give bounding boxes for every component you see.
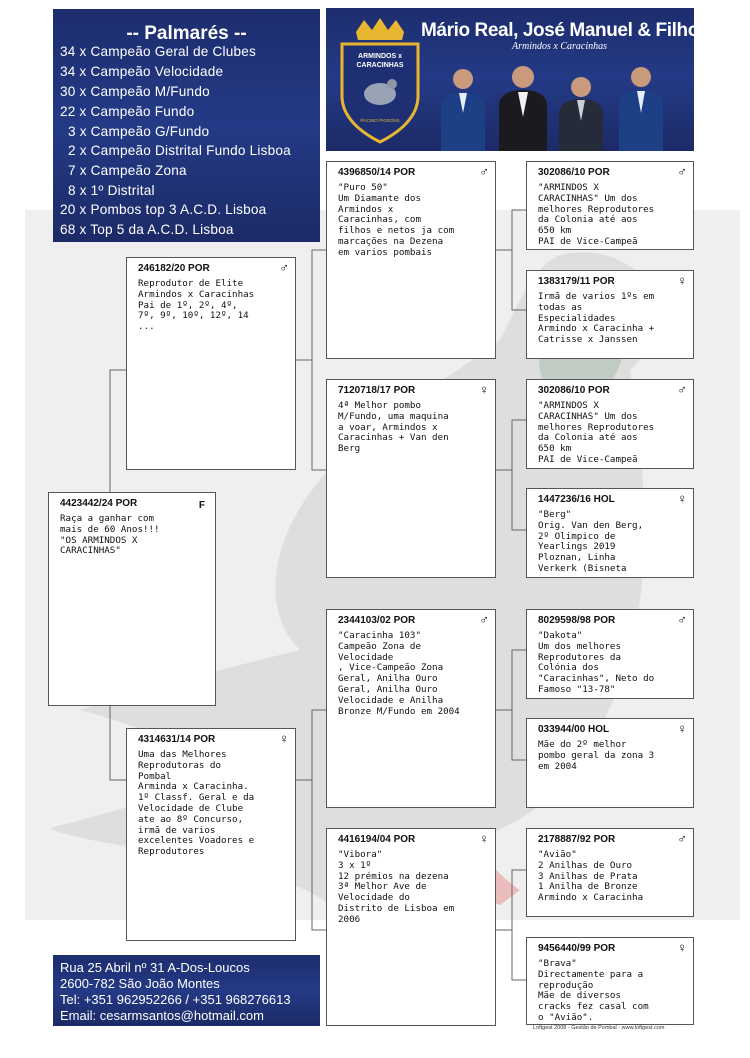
bird-description: Mãe do 2º melhor pombo geral da zona 3 em 2004	[538, 739, 655, 772]
palmares-item: 30 x Campeão M/Fundo	[60, 84, 210, 99]
person-4	[619, 67, 663, 151]
palmares-item: 3 x Campeão G/Fundo	[60, 124, 210, 139]
breeder-name: Mário Real, José Manuel & Filhos	[421, 20, 710, 41]
female-icon: ♀	[677, 273, 687, 288]
ring-number: 4314631/14 POR	[138, 734, 216, 745]
logo-text-line-3: RACING PIGEONS	[360, 118, 400, 123]
bird-description: 4ª Melhor pombo M/Fundo, uma maquina a voar, Armindos x Caracinhas + Van den Berg	[338, 400, 449, 455]
bird-description: "Dakota" Um dos melhores Reprodutores da Colónia dos "Caracinhas", Neto do Famoso "13-78"	[538, 630, 655, 695]
pedigree-box-ggp-3	[526, 379, 694, 469]
contact-postcode: 2600-782 São João Montes	[60, 976, 220, 991]
person-1	[441, 69, 485, 151]
ring-number: 4396850/14 POR	[338, 167, 416, 178]
bird-description: "Berg" Orig. Van den Berg, 2º Olimpico de Yearlings 2019 Ploznan, Linha Verkerk (Bisneta	[538, 509, 644, 574]
ring-number: 246182/20 POR	[138, 263, 210, 274]
logo-text-line-1: ARMINDOS x	[358, 53, 402, 60]
person-3	[559, 77, 603, 151]
bird-description: "ARMINDOS X CARACINHAS" Um dos melhores Reprodutores da Colonia até aos 650 km PAI de Vice-Campeã	[538, 182, 655, 247]
bird-description: Raça a ganhar com mais de 60 Anos!!! "OS ARMINDOS X CARACINHAS"	[60, 513, 160, 557]
male-icon: ♂	[677, 382, 687, 397]
bird-description: "Puro 50" Um Diamante dos Armindos x Caracinhas, com filhos e netos ja com marcações na Dezena em varios pombais	[338, 182, 455, 258]
male-icon: ♂	[479, 612, 489, 627]
breeder-subtitle: Armindos x Caracinhas	[512, 41, 607, 52]
bird-description: "Brava" Directamente para a reprodução Mãe de diversos cracks fez casal com o "Avião".	[538, 958, 649, 1023]
pedigree-box-ggp-4	[526, 488, 694, 578]
sex-label: F	[198, 500, 205, 511]
palmares-item: 22 x Campeão Fundo	[60, 104, 195, 119]
software-credit: Loftgest 2008 - Gestão de Pombal - www.loftgest.com	[533, 1025, 665, 1031]
palmares-item: 68 x Top 5 da A.C.D. Lisboa	[60, 222, 234, 237]
bird-description: "ARMINDOS X CARACINHAS" Um dos melhores Reprodutores da Colonia até aos 650 km PAI de Vice-Campeã	[538, 400, 655, 465]
palmares-item: 8 x 1º Distrital	[60, 183, 155, 198]
female-icon: ♀	[677, 721, 687, 736]
male-icon: ♂	[677, 612, 687, 627]
female-icon: ♀	[479, 831, 489, 846]
pedigree-box-dam	[126, 728, 296, 941]
palmares-item: 20 x Pombos top 3 A.C.D. Lisboa	[60, 202, 267, 217]
ring-number: 1447236/16 HOL	[538, 494, 615, 505]
logo-pigeon-head	[387, 79, 397, 89]
logo-crown	[356, 18, 404, 40]
ring-number: 4416194/04 POR	[338, 834, 416, 845]
female-icon: ♀	[677, 940, 687, 955]
palmares-item: 7 x Campeão Zona	[60, 163, 187, 178]
family-photo	[429, 61, 691, 151]
female-icon: ♀	[479, 382, 489, 397]
ring-number: 302086/10 POR	[538, 385, 610, 396]
pedigree-box-ggp-5	[526, 609, 694, 699]
bird-description: "Vibora" 3 x 1º 12 prémios na dezena 3ª Melhor Ave de Velocidade do Distrito de Lisboa em 2006	[338, 849, 455, 925]
pedigree-box-sire	[126, 257, 296, 470]
person-2	[499, 66, 547, 151]
male-icon: ♂	[677, 164, 687, 179]
palmares-panel	[53, 9, 320, 242]
pedigree-box-grandsire-maternal	[326, 609, 496, 808]
pedigree-box-ggp-8	[526, 937, 694, 1025]
palmares-title: -- Palmarés --	[126, 23, 247, 44]
palmares-item: 34 x Campeão Velocidade	[60, 64, 224, 79]
palmares-item: 2 x Campeão Distrital Fundo Lisboa	[60, 143, 291, 158]
female-icon: ♀	[677, 491, 687, 506]
pedigree-box-grandsire-paternal	[326, 161, 496, 359]
ring-number: 2344103/02 POR	[338, 615, 416, 626]
palmares-item: 34 x Campeão Geral de Clubes	[60, 44, 257, 59]
bird-description: "Caracinha 103" Campeão Zona de Velocidade , Vice-Campeão Zona Geral, Anilha Ouro Geral, Anilha Ouro Velocidade e Anilha Bronze M/Fundo em 2004	[338, 630, 460, 717]
ring-number: 033944/00 HOL	[538, 724, 610, 735]
ring-number: 9456440/99 POR	[538, 943, 616, 954]
ring-number: 2178887/92 POR	[538, 834, 616, 845]
bird-description: Uma das Melhores Reprodutoras do Pombal Arminda x Caracinha. 1º Classf. Geral e da Velocidade de Clube ate ao 8º Concurso, irmã de varios excelentes Voadores e Reprodutores	[138, 749, 255, 858]
ring-number: 4423442/24 POR	[60, 498, 138, 509]
pedigree-box-granddam-maternal	[326, 828, 496, 1026]
ring-number: 302086/10 POR	[538, 167, 610, 178]
female-icon: ♀	[279, 731, 289, 746]
bird-description: Reprodutor de Elite Armindos x Caracinhas Pai de 1º, 2º, 4º, 7º, 9º, 10º, 12º, 14 ...	[138, 278, 255, 333]
logo-text-line-2: CARACINHAS	[356, 62, 404, 69]
ring-number: 7120718/17 POR	[338, 385, 416, 396]
bird-description: Irmã de varios 1ºs em todas as Especialidades Armindo x Caracinha + Catrisse x Janssen	[538, 291, 655, 346]
bird-description: "Avião" 2 Anilhas de Ouro 3 Anilhas de Prata 1 Anilha de Bronze Armindo x Caracinha	[538, 849, 644, 904]
contact-email: Email: cesarmsantos@hotmail.com	[60, 1008, 264, 1023]
pedigree-box-ggp-6	[526, 718, 694, 808]
male-icon: ♂	[479, 164, 489, 179]
contact-phone: Tel: +351 962952266 / +351 968276613	[60, 992, 291, 1007]
pedigree-box-granddam-paternal	[326, 379, 496, 578]
header-panel	[326, 8, 710, 151]
male-icon: ♂	[279, 260, 289, 275]
contact-address: Rua 25 Abril nº 31 A-Dos-Loucos	[60, 960, 250, 975]
ring-number: 8029598/98 POR	[538, 615, 616, 626]
contact-panel	[53, 955, 320, 1026]
male-icon: ♂	[677, 831, 687, 846]
pedigree-box-ggp-2	[526, 270, 694, 359]
ring-number: 1383179/11 POR	[538, 276, 615, 287]
pedigree-box-subject	[48, 492, 216, 706]
pedigree-box-ggp-1	[526, 161, 694, 250]
pedigree-box-ggp-7	[526, 828, 694, 917]
logo-shield-icon	[336, 18, 424, 144]
